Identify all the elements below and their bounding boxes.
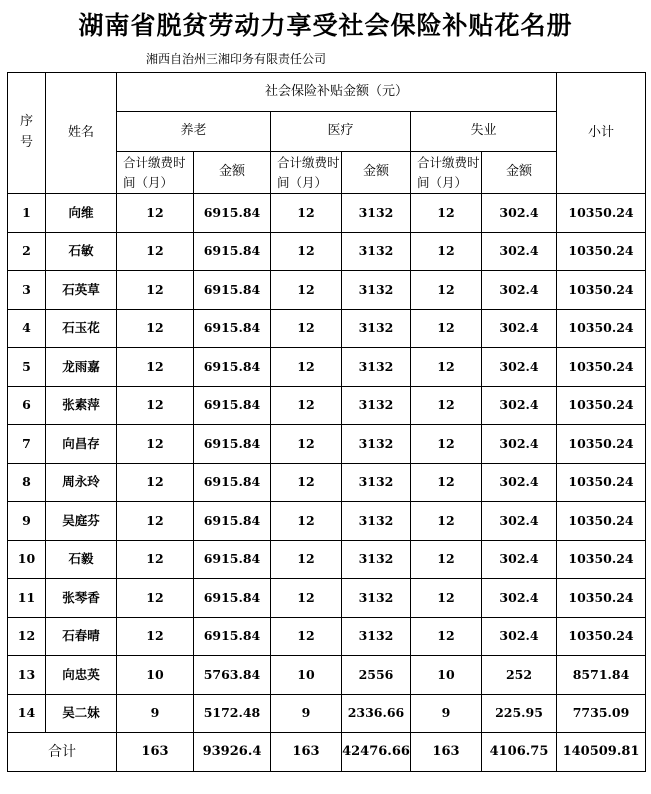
cell-medical-amount: 2336.66 [342, 694, 411, 733]
cell-medical-amount: 3132 [342, 232, 411, 271]
cell-name: 张琴香 [46, 579, 117, 618]
cell-pension-amount: 6915.84 [194, 309, 271, 348]
cell-subtotal: 10350.24 [557, 271, 646, 310]
cell-medical-months: 12 [271, 194, 342, 233]
cell-pension-months: 12 [117, 425, 194, 464]
table-row [8, 425, 646, 464]
total-label: 合计 [8, 733, 117, 772]
table-row [8, 540, 646, 579]
header-medical-amount: 金额 [342, 152, 411, 194]
cell-name: 石敏 [46, 232, 117, 271]
cell-unemployment-months: 12 [411, 271, 482, 310]
cell-subtotal: 10350.24 [557, 540, 646, 579]
total-pension-amount: 93926.4 [194, 733, 271, 772]
cell-unemployment-months: 12 [411, 194, 482, 233]
cell-unemployment-months: 12 [411, 579, 482, 618]
cell-name: 周永玲 [46, 463, 117, 502]
cell-name: 石春晴 [46, 617, 117, 656]
cell-pension-months: 12 [117, 232, 194, 271]
cell-subtotal: 10350.24 [557, 348, 646, 387]
cell-subtotal: 10350.24 [557, 425, 646, 464]
cell-pension-amount: 6915.84 [194, 386, 271, 425]
cell-unemployment-months: 10 [411, 656, 482, 695]
total-unemployment-months: 163 [411, 733, 482, 772]
cell-name: 龙雨嘉 [46, 348, 117, 387]
cell-unemployment-months: 12 [411, 540, 482, 579]
cell-medical-months: 12 [271, 463, 342, 502]
cell-seq: 4 [8, 309, 46, 348]
cell-subtotal: 8571.84 [557, 656, 646, 695]
page-title: 湖南省脱贫劳动力享受社会保险补贴花名册 [78, 11, 573, 40]
cell-pension-amount: 6915.84 [194, 502, 271, 541]
cell-seq: 10 [8, 540, 46, 579]
cell-subtotal: 10350.24 [557, 502, 646, 541]
cell-unemployment-amount: 302.4 [482, 194, 557, 233]
cell-pension-months: 12 [117, 271, 194, 310]
cell-unemployment-months: 12 [411, 386, 482, 425]
cell-pension-amount: 6915.84 [194, 271, 271, 310]
cell-seq: 1 [8, 194, 46, 233]
cell-unemployment-months: 12 [411, 232, 482, 271]
cell-pension-amount: 6915.84 [194, 540, 271, 579]
cell-seq: 14 [8, 694, 46, 733]
cell-pension-amount: 6915.84 [194, 425, 271, 464]
table-row [8, 656, 646, 695]
cell-unemployment-months: 12 [411, 425, 482, 464]
cell-seq: 5 [8, 348, 46, 387]
cell-unemployment-months: 12 [411, 502, 482, 541]
cell-pension-months: 12 [117, 194, 194, 233]
header-medical-months: 合计缴费时间（月） [271, 152, 342, 194]
cell-unemployment-amount: 302.4 [482, 617, 557, 656]
table-row [8, 617, 646, 656]
cell-unemployment-amount: 252 [482, 656, 557, 695]
cell-pension-months: 12 [117, 386, 194, 425]
cell-unemployment-amount: 302.4 [482, 463, 557, 502]
cell-medical-months: 12 [271, 232, 342, 271]
cell-pension-amount: 6915.84 [194, 194, 271, 233]
cell-unemployment-amount: 302.4 [482, 540, 557, 579]
table-row [8, 386, 646, 425]
cell-unemployment-amount: 225.95 [482, 694, 557, 733]
cell-medical-months: 12 [271, 386, 342, 425]
subsidy-roster-table [7, 72, 646, 772]
header-medical: 医疗 [271, 112, 411, 152]
cell-pension-months: 12 [117, 348, 194, 387]
cell-medical-amount: 3132 [342, 271, 411, 310]
cell-pension-amount: 5763.84 [194, 656, 271, 695]
cell-unemployment-amount: 302.4 [482, 271, 557, 310]
cell-subtotal: 10350.24 [557, 463, 646, 502]
cell-subtotal: 10350.24 [557, 194, 646, 233]
table-row [8, 502, 646, 541]
cell-pension-months: 12 [117, 309, 194, 348]
cell-unemployment-amount: 302.4 [482, 502, 557, 541]
cell-name: 张素萍 [46, 386, 117, 425]
cell-medical-amount: 3132 [342, 463, 411, 502]
cell-pension-months: 9 [117, 694, 194, 733]
table-row [8, 232, 646, 271]
cell-medical-amount: 3132 [342, 579, 411, 618]
table-row [8, 348, 646, 387]
cell-unemployment-amount: 302.4 [482, 386, 557, 425]
cell-subtotal: 10350.24 [557, 232, 646, 271]
cell-unemployment-months: 12 [411, 463, 482, 502]
cell-medical-months: 12 [271, 271, 342, 310]
cell-medical-months: 12 [271, 425, 342, 464]
cell-pension-months: 12 [117, 540, 194, 579]
cell-name: 石毅 [46, 540, 117, 579]
cell-seq: 2 [8, 232, 46, 271]
cell-medical-amount: 3132 [342, 617, 411, 656]
table-row [8, 309, 646, 348]
cell-pension-amount: 5172.48 [194, 694, 271, 733]
cell-unemployment-amount: 302.4 [482, 309, 557, 348]
header-unemployment: 失业 [411, 112, 557, 152]
cell-name: 向昌存 [46, 425, 117, 464]
table-row [8, 271, 646, 310]
cell-pension-months: 12 [117, 463, 194, 502]
cell-seq: 13 [8, 656, 46, 695]
header-subsidy: 社会保险补贴金额（元） [117, 73, 557, 112]
cell-pension-months: 12 [117, 502, 194, 541]
total-medical-months: 163 [271, 733, 342, 772]
cell-medical-amount: 3132 [342, 309, 411, 348]
header-pension-amount: 金额 [194, 152, 271, 194]
cell-seq: 3 [8, 271, 46, 310]
table-row [8, 463, 646, 502]
cell-seq: 12 [8, 617, 46, 656]
cell-unemployment-amount: 302.4 [482, 348, 557, 387]
cell-subtotal: 10350.24 [557, 309, 646, 348]
cell-medical-months: 12 [271, 348, 342, 387]
cell-unemployment-months: 12 [411, 348, 482, 387]
header-pension: 养老 [117, 112, 271, 152]
cell-pension-months: 12 [117, 617, 194, 656]
cell-seq: 9 [8, 502, 46, 541]
cell-seq: 7 [8, 425, 46, 464]
cell-pension-amount: 6915.84 [194, 348, 271, 387]
cell-unemployment-months: 12 [411, 617, 482, 656]
cell-medical-months: 9 [271, 694, 342, 733]
cell-pension-amount: 6915.84 [194, 617, 271, 656]
cell-unemployment-amount: 302.4 [482, 425, 557, 464]
cell-pension-months: 10 [117, 656, 194, 695]
cell-medical-amount: 3132 [342, 194, 411, 233]
cell-unemployment-amount: 302.4 [482, 232, 557, 271]
cell-name: 吴二妹 [46, 694, 117, 733]
table-row [8, 694, 646, 733]
header-subtotal: 小计 [557, 73, 646, 194]
cell-medical-months: 12 [271, 617, 342, 656]
cell-medical-months: 10 [271, 656, 342, 695]
cell-name: 石英草 [46, 271, 117, 310]
cell-medical-amount: 3132 [342, 540, 411, 579]
cell-subtotal: 10350.24 [557, 617, 646, 656]
cell-subtotal: 7735.09 [557, 694, 646, 733]
cell-seq: 6 [8, 386, 46, 425]
total-medical-amount: 42476.66 [342, 733, 411, 772]
cell-medical-amount: 3132 [342, 425, 411, 464]
cell-unemployment-months: 12 [411, 309, 482, 348]
cell-pension-months: 12 [117, 579, 194, 618]
header-name: 姓名 [46, 73, 117, 194]
cell-name: 吴庭芬 [46, 502, 117, 541]
cell-seq: 8 [8, 463, 46, 502]
total-subtotal: 140509.81 [557, 733, 646, 772]
header-unemployment-amount: 金额 [482, 152, 557, 194]
cell-medical-amount: 3132 [342, 386, 411, 425]
table-row [8, 579, 646, 618]
cell-subtotal: 10350.24 [557, 579, 646, 618]
cell-name: 向维 [46, 194, 117, 233]
company-name: 湘西自治州三湘印务有限责任公司 [146, 52, 327, 66]
cell-seq: 11 [8, 579, 46, 618]
cell-name: 石玉花 [46, 309, 117, 348]
cell-medical-months: 12 [271, 579, 342, 618]
header-pension-months: 合计缴费时间（月） [117, 152, 194, 194]
cell-unemployment-months: 9 [411, 694, 482, 733]
cell-medical-months: 12 [271, 540, 342, 579]
cell-medical-amount: 3132 [342, 502, 411, 541]
cell-pension-amount: 6915.84 [194, 579, 271, 618]
total-pension-months: 163 [117, 733, 194, 772]
total-row [8, 733, 646, 772]
cell-subtotal: 10350.24 [557, 386, 646, 425]
header-seq: 序号 [8, 73, 46, 194]
table-row [8, 194, 646, 233]
cell-medical-amount: 2556 [342, 656, 411, 695]
cell-name: 向忠英 [46, 656, 117, 695]
cell-medical-months: 12 [271, 502, 342, 541]
cell-pension-amount: 6915.84 [194, 463, 271, 502]
cell-medical-amount: 3132 [342, 348, 411, 387]
cell-pension-amount: 6915.84 [194, 232, 271, 271]
cell-medical-months: 12 [271, 309, 342, 348]
cell-unemployment-amount: 302.4 [482, 579, 557, 618]
header-unemployment-months: 合计缴费时间（月） [411, 152, 482, 194]
total-unemployment-amount: 4106.75 [482, 733, 557, 772]
